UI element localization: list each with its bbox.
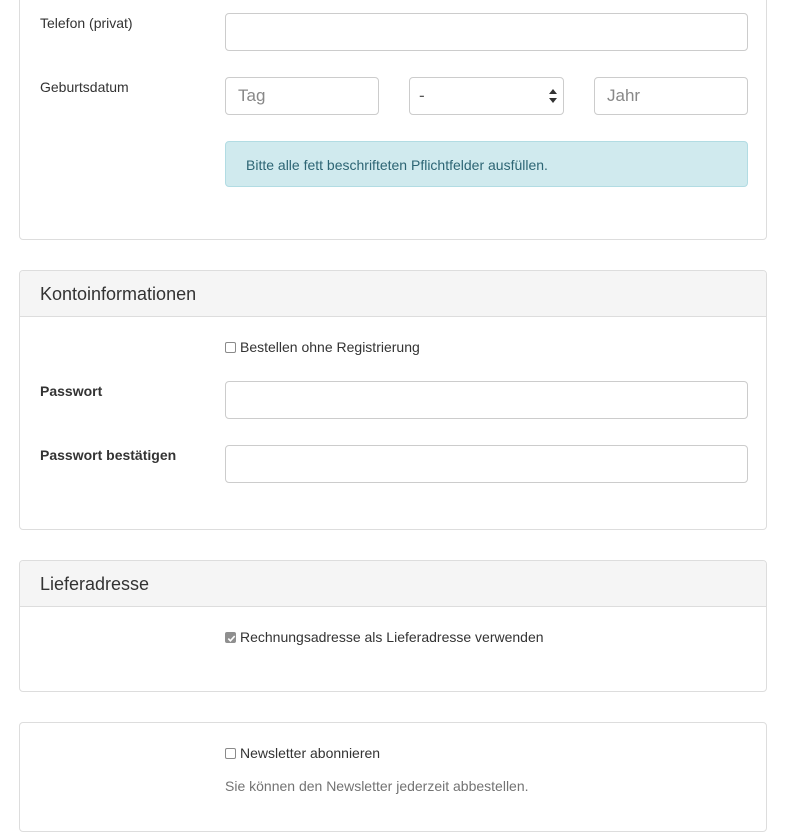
phone-input[interactable] — [225, 13, 748, 51]
account-panel-heading — [20, 271, 766, 317]
use-billing-option[interactable] — [225, 628, 544, 646]
required-fields-alert — [225, 141, 748, 187]
use-billing-checkbox[interactable] — [225, 632, 236, 643]
newsletter-checkbox[interactable] — [225, 748, 236, 759]
checkmark-icon — [226, 633, 237, 644]
newsletter-label: Newsletter abonnieren — [240, 745, 381, 761]
shipping-panel-heading — [20, 561, 766, 607]
password-label: Passwort — [40, 383, 103, 399]
guest-checkout-label: Bestellen ohne Registrierung — [240, 339, 420, 355]
password-confirm-label: Passwort bestätigen — [40, 447, 177, 463]
guest-checkout-option[interactable] — [225, 338, 420, 356]
guest-checkout-checkbox[interactable] — [225, 342, 236, 353]
birth-month-value: - — [419, 86, 425, 105]
phone-label: Telefon (privat) — [40, 15, 133, 31]
shipping-panel-title: Lieferadresse — [40, 574, 150, 594]
use-billing-label: Rechnungsadresse als Lieferadresse verwenden — [240, 629, 544, 645]
account-panel-title: Kontoinformationen — [40, 284, 197, 304]
password-confirm-input[interactable] — [225, 445, 748, 483]
shipping-panel — [19, 560, 767, 692]
birthdate-label: Geburtsdatum — [40, 79, 129, 95]
newsletter-option[interactable] — [225, 744, 380, 762]
select-arrows-icon — [549, 88, 557, 104]
password-input[interactable] — [225, 381, 748, 419]
birth-day-input[interactable] — [225, 77, 379, 115]
birth-month-select[interactable] — [409, 77, 564, 115]
newsletter-help-text: Sie können den Newsletter jederzeit abbestellen. — [225, 778, 529, 794]
required-fields-text: Bitte alle fett beschrifteten Pflichtfelder ausfüllen. — [246, 157, 548, 173]
birth-year-input[interactable] — [594, 77, 748, 115]
